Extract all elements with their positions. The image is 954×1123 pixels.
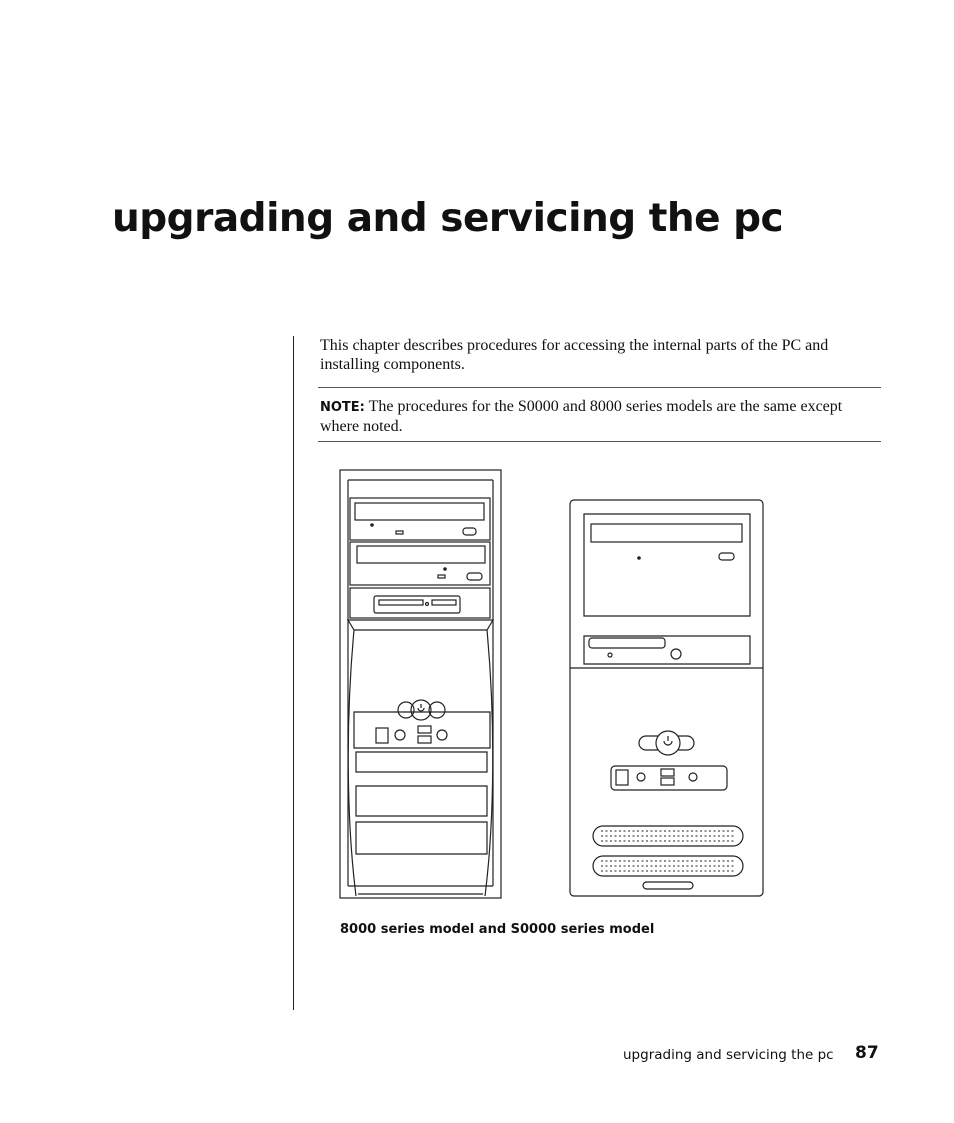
figure-caption: 8000 series model and S0000 series model [340, 922, 655, 937]
intro-paragraph: This chapter describes procedures for accessing the internal parts of the PC and installing components. [320, 337, 829, 373]
note-paragraph [320, 397, 880, 436]
note-label: NOTE: [320, 400, 365, 415]
pc-models-illustration [336, 466, 768, 902]
page-number: 87 [855, 1043, 879, 1063]
margin-rule [293, 336, 294, 1010]
note-body: The procedures for the S0000 and 8000 series models are the same except where noted. [320, 398, 843, 435]
tower-s0000-series [570, 500, 763, 896]
tower-8000-series [340, 470, 501, 898]
chapter-title: upgrading and servicing the pc [112, 196, 784, 241]
running-footer-title: upgrading and servicing the pc [623, 1047, 834, 1063]
note-box [318, 387, 881, 442]
